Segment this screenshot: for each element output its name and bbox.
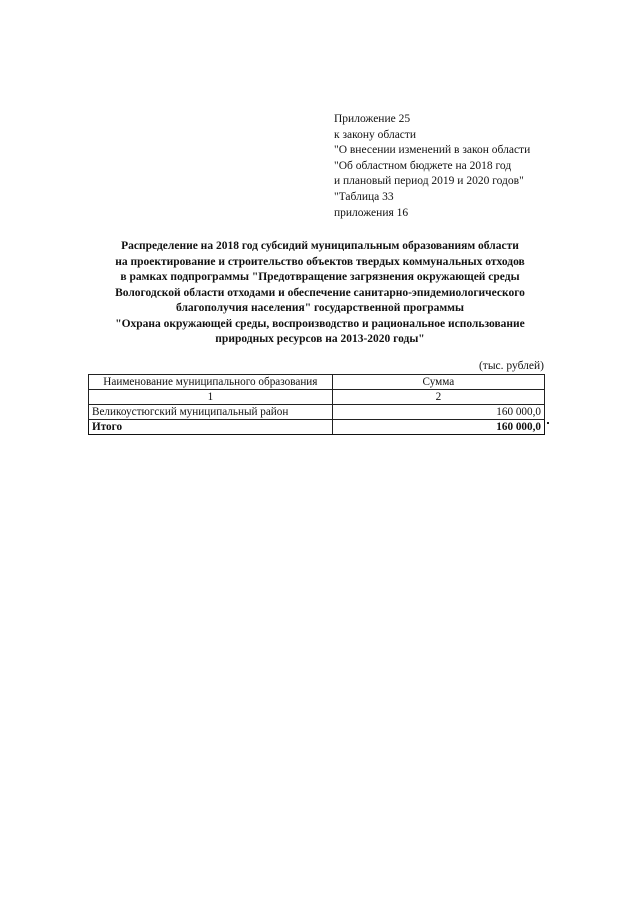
total-amount: 160 000,0 [332, 420, 544, 435]
subsidy-table [88, 374, 545, 435]
annex-line: приложения 16 [334, 206, 409, 219]
title-line: природных ресурсов на 2013-2020 годы" [215, 333, 425, 345]
table-row [89, 405, 545, 420]
title-line: Распределение на 2018 год субсидий муниципальным образованиям области [121, 240, 519, 252]
table-header-row [89, 375, 545, 390]
header-municipality: Наименование муниципального образования [89, 375, 333, 390]
annex-line: к закону области [334, 128, 417, 141]
annex-line: и плановый период 2019 и 2020 годов" [334, 175, 524, 188]
column-number: 2 [332, 390, 544, 405]
units-label: (тыс. рублей) [478, 360, 544, 372]
table-total-row [89, 420, 545, 435]
annex-line: "О внесении изменений в закон области [334, 144, 531, 157]
document-title [80, 239, 560, 348]
title-line: в рамках подпрограммы "Предотвращение загрязнения окружающей среды [120, 271, 520, 283]
title-line: Вологодской области отходами и обеспечение санитарно-эпидемиологического [115, 286, 525, 299]
annex-line: "Таблица 33 [334, 190, 394, 203]
title-line: на проектирование и строительство объектов твердых коммунальных отходов [115, 255, 525, 268]
amount-value: 160 000,0 [332, 405, 544, 420]
total-label: Итого [89, 420, 333, 435]
annex-reference [334, 112, 614, 221]
annex-line: "Об областном бюджете на 2018 год [334, 159, 512, 172]
annex-line: Приложение 25 [334, 113, 411, 125]
column-number: 1 [89, 390, 333, 405]
title-line: благополучия населения" государственной программы [176, 302, 464, 314]
table-numbering-row [89, 390, 545, 405]
title-line: "Охрана окружающей среды, воспроизводство и рациональное использование [115, 317, 525, 330]
header-amount: Сумма [332, 375, 544, 390]
municipality-name: Великоустюгский муниципальный район [89, 405, 333, 420]
scan-mark [547, 422, 549, 424]
